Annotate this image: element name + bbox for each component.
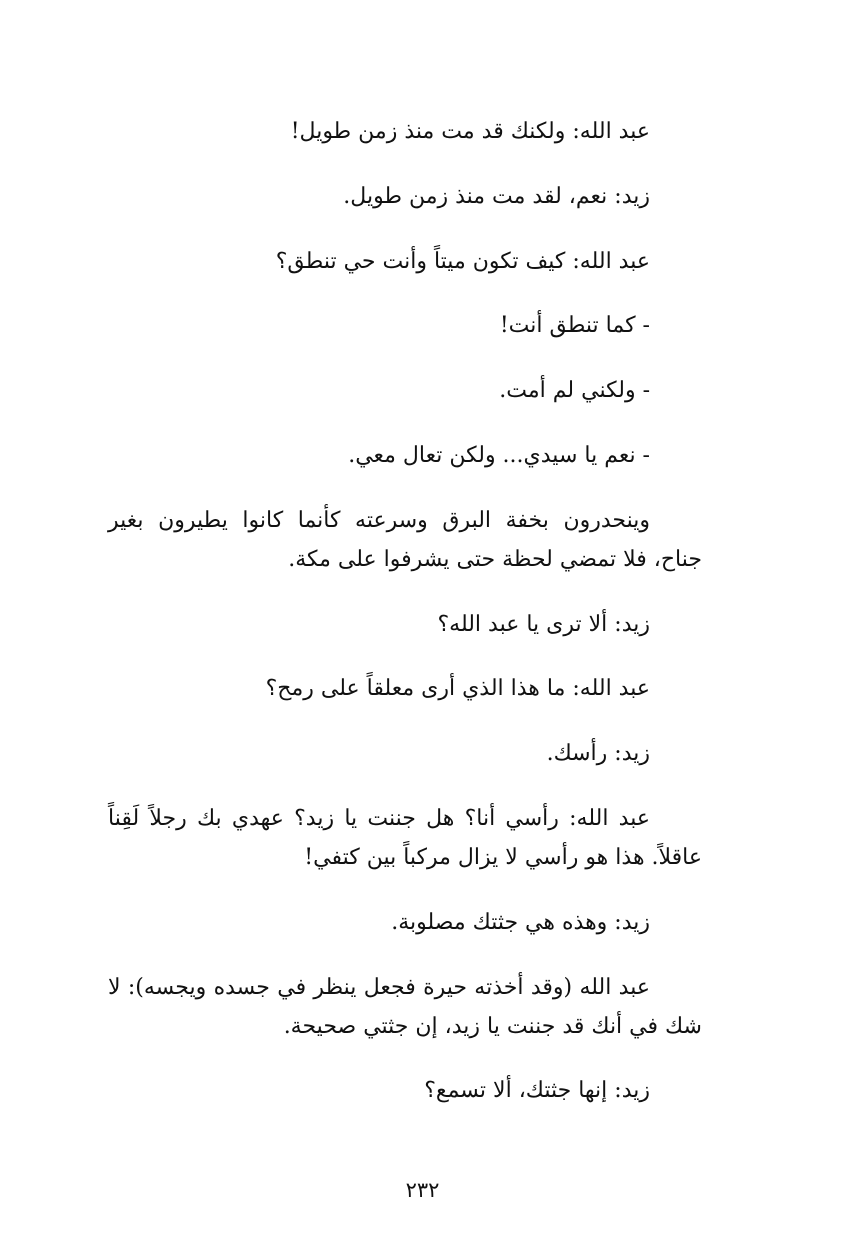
dialogue-line: عبد الله (وقد أخذته حيرة فجعل ينظر في جسده ويجسه): لا شك في أنك قد جننت يا زيد، إن جثتي صحيحة. <box>108 974 702 1039</box>
dialogue-line: عبد الله: رأسي أنا؟ هل جننت يا زيد؟ عهدي بك رجلاً لَقِناً عاقلاً. هذا هو رأسي لا يزال مركباً بين كتفي! <box>108 805 702 870</box>
dialogue-line: زيد: رأسك. <box>546 741 650 767</box>
page-number: ٢٣٢ <box>405 1178 440 1202</box>
dialogue-line: عبد الله: ما هذا الذي أرى معلقاً على رمح؟ <box>265 676 650 702</box>
dialogue-line: زيد: وهذه هي جثتك مصلوبة. <box>391 909 650 935</box>
dialogue-line: عبد الله: ولكنك قد مت منذ زمن طويل! <box>290 119 650 144</box>
dialogue-line: - ولكني لم أمت. <box>499 378 650 404</box>
dialogue-line: - كما تنطق أنت! <box>499 313 650 339</box>
dialogue-line: زيد: نعم، لقد مت منذ زمن طويل. <box>343 183 650 209</box>
narration-paragraph: وينحدرون بخفة البرق وسرعته كأنما كانوا يطيرون بغير جناح، فلا تمضي لحظة حتى يشرفوا على مكة. <box>108 507 702 572</box>
dialogue-line: - نعم يا سيدي... ولكن تعال معي. <box>348 442 650 468</box>
dialogue-line: زيد: ألا ترى يا عبد الله؟ <box>437 611 650 637</box>
dialogue-line: زيد: إنها جثتك، ألا تسمع؟ <box>424 1078 650 1104</box>
dialogue-line: عبد الله: كيف تكون ميتاً وأنت حي تنطق؟ <box>275 248 650 274</box>
text-body <box>108 112 702 1136</box>
